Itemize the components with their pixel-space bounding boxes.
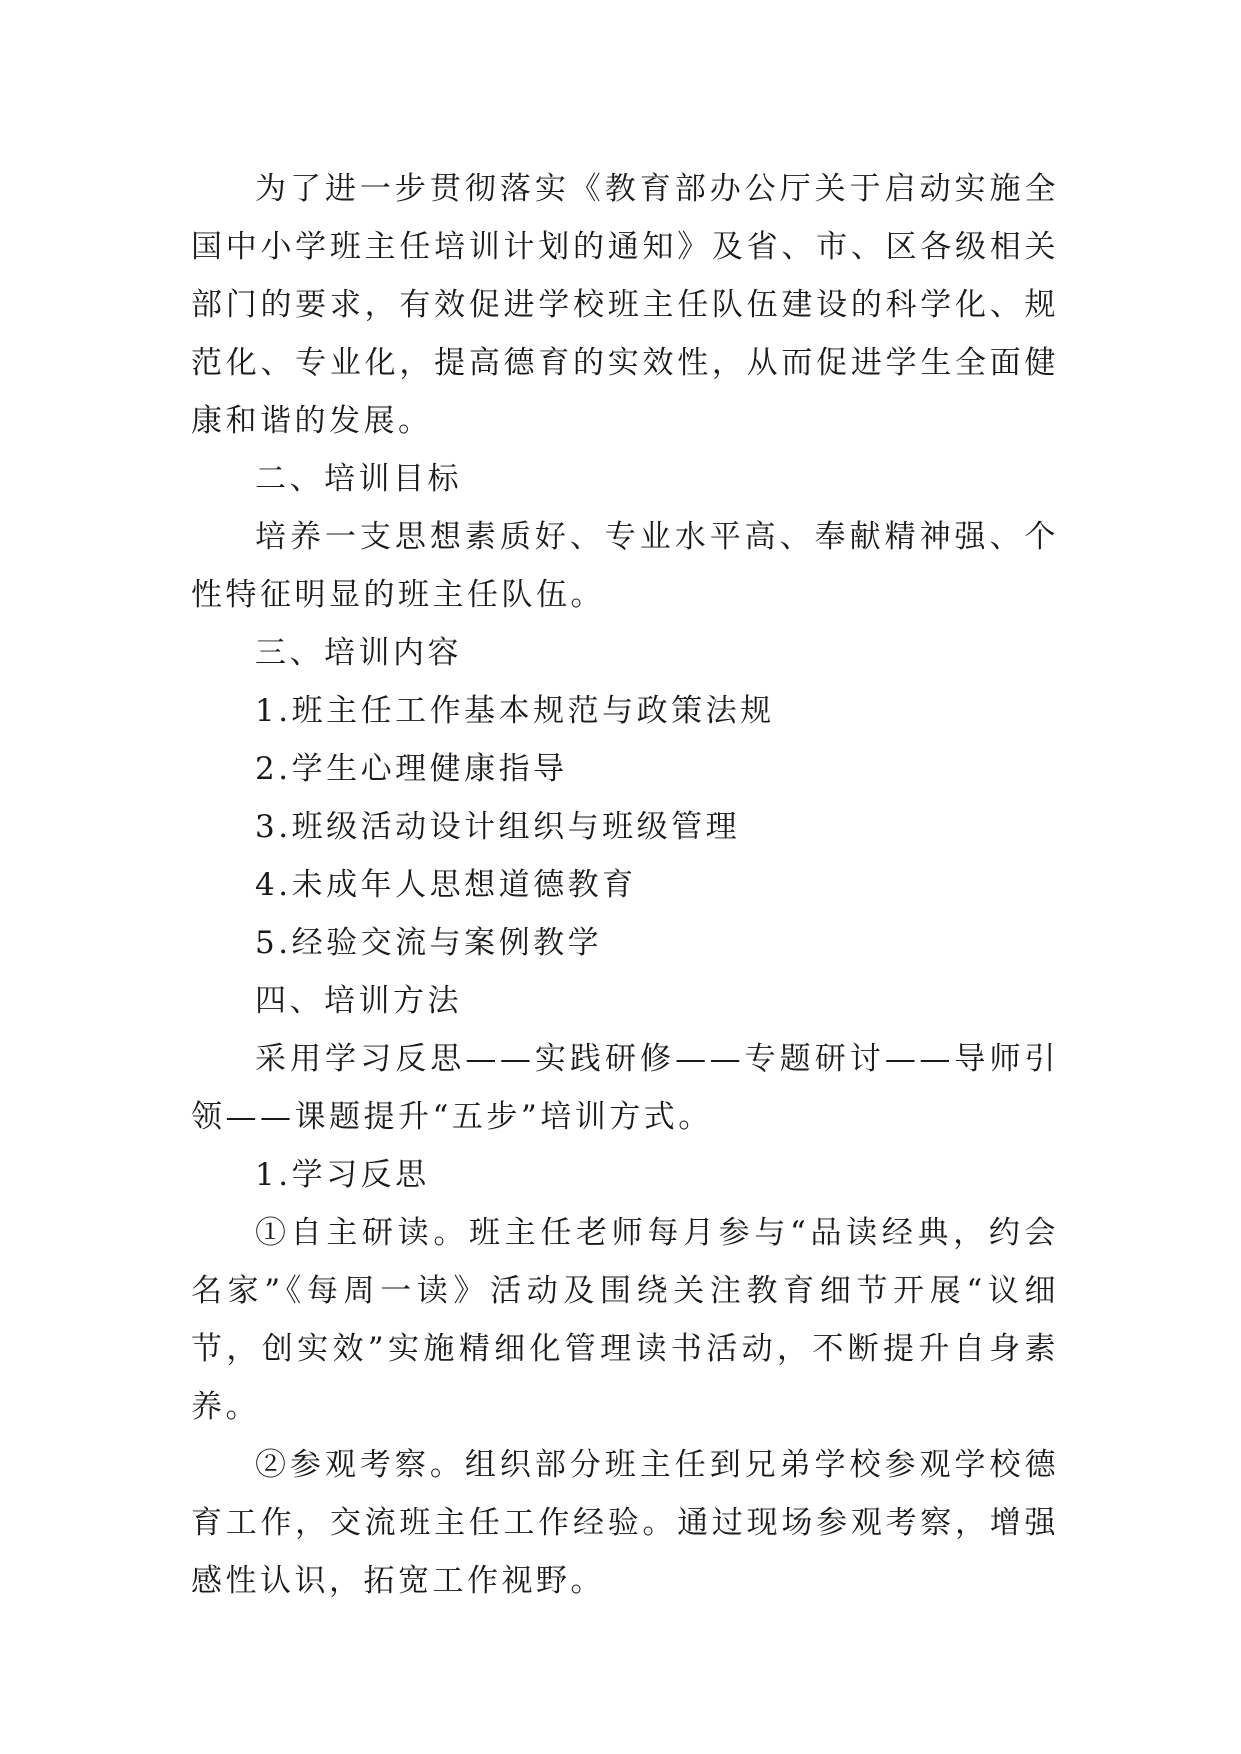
content-item-3: 3.班级活动设计组织与班级管理 bbox=[255, 809, 741, 845]
training-methods-paragraph: 采用学习反思——实践研修——专题研讨——导师引领——课题提升“五步”培训方式。 bbox=[191, 1041, 1059, 1135]
document-body bbox=[191, 160, 1059, 1610]
content-item-4: 4.未成年人思想道德教育 bbox=[255, 867, 637, 903]
content-item-5: 5.经验交流与案例教学 bbox=[255, 925, 603, 961]
content-item-1: 1.班主任工作基本规范与政策法规 bbox=[255, 693, 775, 729]
training-goals-paragraph: 培养一支思想素质好、专业水平高、奉献精神强、个性特征明显的班主任队伍。 bbox=[191, 519, 1059, 613]
section-heading-training-content: 三、培训内容 bbox=[255, 635, 462, 671]
method-heading-study-reflection: 1.学习反思 bbox=[255, 1157, 430, 1193]
section-heading-training-goals: 二、培训目标 bbox=[255, 461, 462, 497]
content-item-2: 2.学生心理健康指导 bbox=[255, 751, 568, 787]
method-item-self-study: ①自主研读。班主任老师每月参与“品读经典，约会名家”《每周一读》活动及围绕关注教育细节开展“议细节，创实效”实施精细化管理读书活动，不断提升自身素养。 bbox=[191, 1215, 1059, 1425]
section-heading-training-methods: 四、培训方法 bbox=[255, 983, 462, 1019]
intro-paragraph: 为了进一步贯彻落实《教育部办公厅关于启动实施全国中小学班主任培训计划的通知》及省、市、区各级相关部门的要求，有效促进学校班主任队伍建设的科学化、规范化、专业化，提高德育的实效性，从而促进学生全面健康和谐的发展。 bbox=[191, 171, 1059, 439]
method-item-site-visit: ②参观考察。组织部分班主任到兄弟学校参观学校德育工作，交流班主任工作经验。通过现场参观考察，增强感性认识，拓宽工作视野。 bbox=[191, 1447, 1059, 1599]
